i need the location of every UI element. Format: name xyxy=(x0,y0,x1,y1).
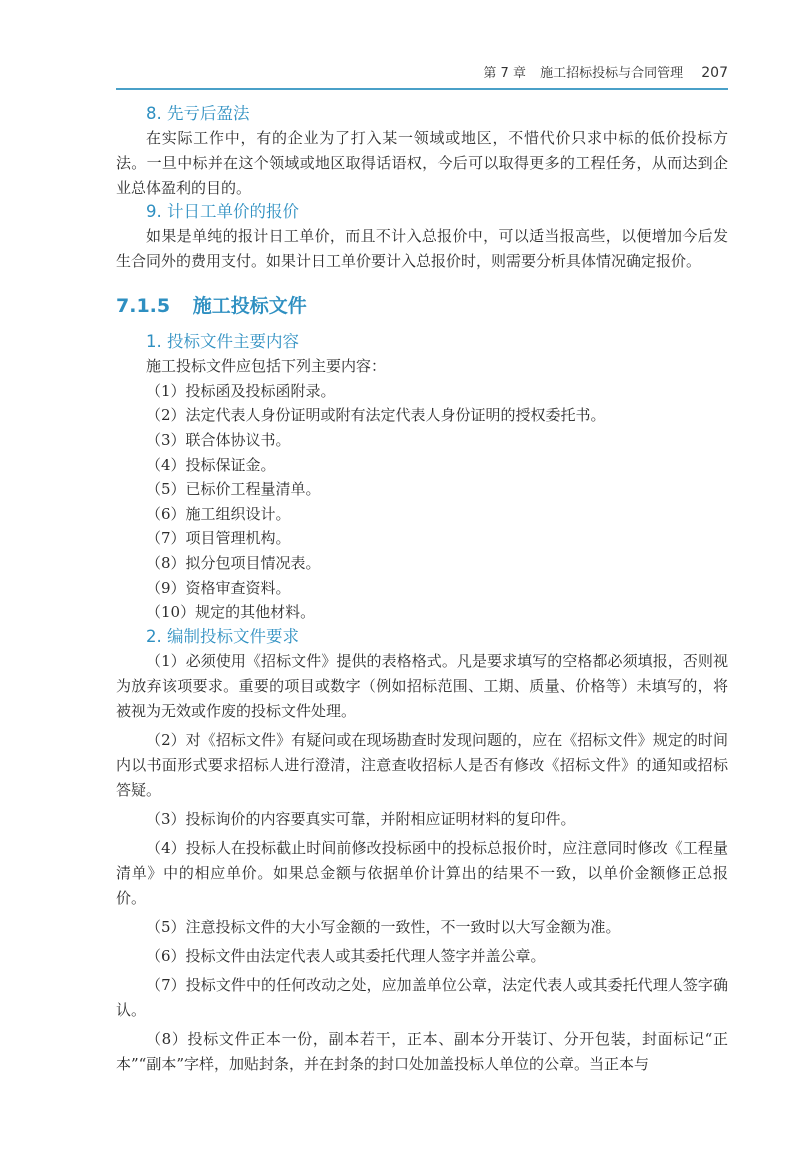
heading-bid-requirements: 2. 编制投标文件要求 xyxy=(146,626,299,646)
requirement-paragraph: （1）必须使用《招标文件》提供的表格格式。凡是要求填写的空格都必须填报，否则视为放弃该项要求。重要的项目或数字（例如招标范围、工期、质量、价格等）未填写的，将被视为无效或作废的投标文件处理。 xyxy=(116,651,728,720)
header-divider xyxy=(116,88,728,90)
section-number: 7.1.5 xyxy=(116,294,171,317)
section-title: 施工投标文件 xyxy=(192,294,307,317)
page-body xyxy=(116,102,728,1081)
requirement-paragraph: （2）对《招标文件》有疑问或在现场勘查时发现问题的，应在《招标文件》规定的时间内以书面形式要求招标人进行澄清，注意查收招标人是否有修改《招标文件》的通知或招标答疑。 xyxy=(116,730,728,799)
chapter-number: 第 7 章 xyxy=(483,66,526,81)
list-item: （6）施工组织设计。 xyxy=(146,504,291,523)
requirement-paragraph: （6）投标文件由法定代表人或其委托代理人签字并盖公章。 xyxy=(146,946,546,965)
list-item: （8）拟分包项目情况表。 xyxy=(146,553,321,572)
paragraph-daywork-price: 如果是单纯的报计日工单价，而且不计入总报价中，可以适当报高些，以便增加今后发生合同外的费用支付。如果计日工单价要计入总报价时，则需要分析具体情况确定报价。 xyxy=(116,227,728,271)
list-item: （2）法定代表人身份证明或附有法定代表人身份证明的授权委托书。 xyxy=(146,406,606,425)
list-item: （9）资格审查资料。 xyxy=(146,578,291,597)
list-item: （7）项目管理机构。 xyxy=(146,529,291,548)
running-header xyxy=(116,62,728,86)
paragraph-loss-then-profit: 在实际工作中，有的企业为了打入某一领域或地区，不惜代价只求中标的低价投标方法。一旦中标并在这个领域或地区取得话语权，今后可以取得更多的工程任务，从而达到企业总体盈利的目的。 xyxy=(116,129,728,197)
requirement-paragraph: （7）投标文件中的任何改动之处，应加盖单位公章，法定代表人或其委托代理人签字确认。 xyxy=(116,975,728,1019)
requirement-paragraph: （4）投标人在投标截止时间前修改投标函中的投标总报价时，应注意同时修改《工程量清单》中的相应单价。如果总金额与依据单价计算出的结果不一致，以单价金额修正总报价。 xyxy=(116,838,728,907)
bid-contents-intro: 施工投标文件应包括下列主要内容： xyxy=(146,356,387,375)
page-number: 207 xyxy=(701,65,728,81)
requirement-paragraph: （8）投标文件正本一份，副本若干，正本、副本分开装订、分开包装，封面标记“正本”“副本”字样，加贴封条，并在封条的封口处加盖投标人单位的公章。当正本与 xyxy=(116,1029,728,1073)
section-heading xyxy=(116,292,728,320)
list-item: （10）规定的其他材料。 xyxy=(146,603,316,622)
heading-bid-contents: 1. 投标文件主要内容 xyxy=(146,331,299,351)
requirement-paragraph: （5）注意投标文件的大小写金额的一致性，不一致时以大写金额为准。 xyxy=(146,917,621,936)
chapter-title: 施工招标投标与合同管理 xyxy=(540,66,684,81)
heading-loss-then-profit: 8. 先亏后盈法 xyxy=(146,104,250,123)
heading-daywork-price: 9. 计日工单价的报价 xyxy=(146,202,299,222)
bid-contents-list xyxy=(116,379,728,625)
list-item: （5）已标价工程量清单。 xyxy=(146,480,321,499)
requirement-paragraph: （3）投标询价的内容要真实可靠，并附相应证明材料的复印件。 xyxy=(146,809,576,828)
list-item: （3）联合体协议书。 xyxy=(146,430,291,449)
list-item: （4）投标保证金。 xyxy=(146,455,276,474)
list-item: （1）投标函及投标函附录。 xyxy=(146,381,336,400)
